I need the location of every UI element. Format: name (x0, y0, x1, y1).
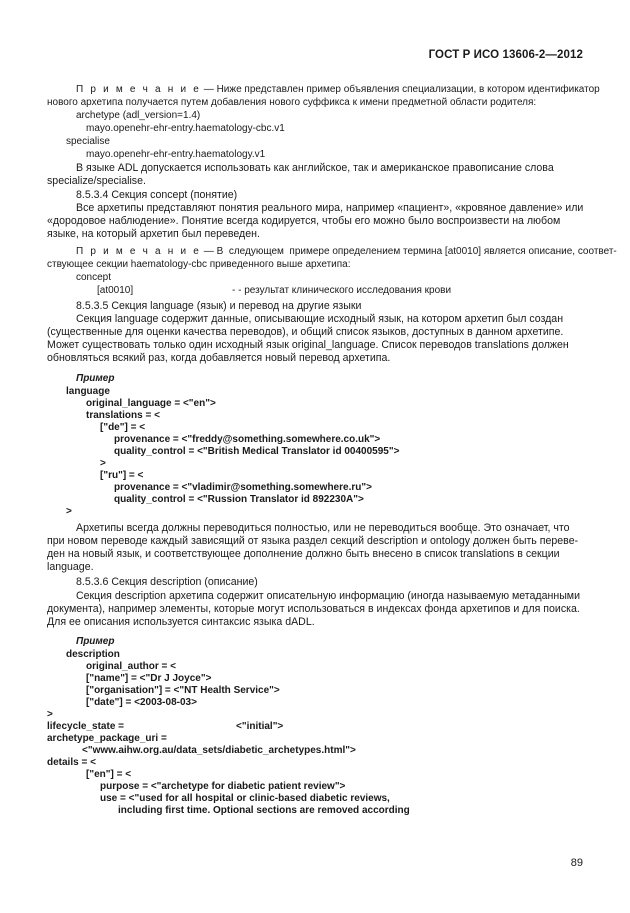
code-line: archetype_package_uri = (47, 733, 167, 744)
body-line: language. (47, 561, 94, 573)
body-line: Секция language содержит данные, описывающие исходный язык, на котором архетип был создан (76, 313, 564, 325)
code-line: lifecycle_state = (47, 721, 124, 732)
code-line: quality_control = <"British Medical Translator id 00400595"> (114, 446, 400, 457)
code-line: archetype (adl_version=1.4) (76, 110, 201, 121)
code-line: language (66, 386, 110, 397)
code-line: translations = < (86, 410, 160, 421)
code-line: - - результат клинического исследования крови (232, 285, 452, 296)
code-line: ["organisation"] = <"NT Health Service"> (86, 685, 280, 696)
note-text: — В следующем примере определением термина [at0010] является описание, соответ- (201, 246, 617, 257)
example-label: Пример (76, 636, 115, 647)
body-line: В языке ADL допускается использовать как английское, так и американское правописание слова (76, 162, 554, 174)
code-line: > (66, 506, 72, 517)
code-line: mayo.openehr-ehr-entry.haematology-cbc.v1 (86, 123, 285, 134)
body-line: (существенные для оценки качества переводов), и общий список языков, доступных в данном архетипе. (47, 326, 564, 338)
body-line: Для ее описания используется синтаксис языка dADL. (47, 616, 315, 628)
code-line: ["en"] = < (86, 769, 132, 780)
note-text: — Ниже представлен пример объявления специализации, в котором идентификатор (201, 84, 600, 95)
code-line: ["date"] = <2003-08-03> (86, 697, 197, 708)
body-line: при новом переводе каждый зависящий от языка раздел секций description и ontology должен быть переве- (47, 535, 579, 547)
code-line: original_language = <"en"> (86, 398, 216, 409)
code-line: specialise (66, 136, 110, 147)
note-label: П р и м е ч а н и е (76, 84, 202, 95)
code-line: <"initial"> (236, 721, 284, 732)
code-line: mayo.openehr-ehr-entry.haematology.v1 (86, 149, 266, 160)
note-line: ствующее секции haematology-cbc приведенного выше архетипа: (47, 259, 351, 270)
body-line: «дородовое наблюдение». Понятие всегда кодируется, чтобы его можно было воспроизвести на любом (47, 215, 561, 227)
section-heading: 8.5.3.6 Секция description (описание) (76, 576, 258, 588)
body-line: документа), например элементы, которые могут использоваться в индексах фонда архетипов и для поиска. (47, 603, 580, 615)
code-line: use = <"used for all hospital or clinic-based diabetic reviews, (100, 793, 390, 804)
code-line: provenance = <"vladimir@something.somewhere.ru"> (114, 482, 372, 493)
note-label: П р и м е ч а н и е (76, 246, 202, 257)
code-line: purpose = <"archetype for diabetic patient review"> (100, 781, 346, 792)
body-line: specialize/specialise. (47, 175, 146, 187)
code-line: ["ru"] = < (100, 470, 144, 481)
code-line: > (100, 458, 106, 469)
section-heading: 8.5.3.5 Секция language (язык) и перевод на другие языки (76, 300, 362, 312)
code-line: <"www.aihw.org.au/data_sets/diabetic_archetypes.html"> (82, 745, 356, 756)
code-line: ["de"] = < (100, 422, 146, 433)
example-label: Пример (76, 373, 115, 384)
note-line: нового архетипа получается путем добавления нового суффикса к имени предметной области родителя: (47, 97, 537, 108)
body-line: ден на новый язык, и соответствующее дополнение должно быть внесено в список translations в секции (47, 548, 560, 560)
code-line: [at0010] (97, 285, 134, 296)
code-line: provenance = <"freddy@something.somewhere.co.uk"> (114, 434, 381, 445)
code-line: details = < (47, 757, 96, 768)
body-line: Секция description архетипа содержит описательную информацию (иногда называемую метаданными (76, 590, 581, 602)
note-line (76, 83, 600, 96)
code-line: quality_control = <"Russion Translator id 892230A"> (114, 494, 364, 505)
code-line: ["name"] = <"Dr J Joyce"> (86, 673, 212, 684)
section-heading: 8.5.3.4 Секция concept (понятие) (76, 189, 238, 201)
body-line: Может существовать только один исходный язык original_language. Список переводов translations должен (47, 339, 569, 351)
note-line (76, 245, 617, 258)
document-header: ГОСТ Р ИСО 13606-2—2012 (428, 49, 583, 61)
body-line: языке, на который архетип был переведен. (47, 228, 260, 240)
body-line: обновляться всякий раз, когда добавляется новый перевод архетипа. (47, 352, 391, 364)
code-line: > (47, 709, 53, 720)
body-line: Архетипы всегда должны переводиться полностью, или не переводиться вообще. Это означает, что (76, 522, 570, 534)
body-line: Все архетипы представляют понятия реального мира, например «пациент», «кровяное давление» или (76, 202, 584, 214)
page-number: 89 (570, 857, 583, 869)
code-line: concept (76, 272, 112, 283)
code-line: including first time. Optional sections are removed according (118, 805, 410, 816)
code-line: original_author = < (86, 661, 177, 672)
code-line: description (66, 649, 120, 660)
